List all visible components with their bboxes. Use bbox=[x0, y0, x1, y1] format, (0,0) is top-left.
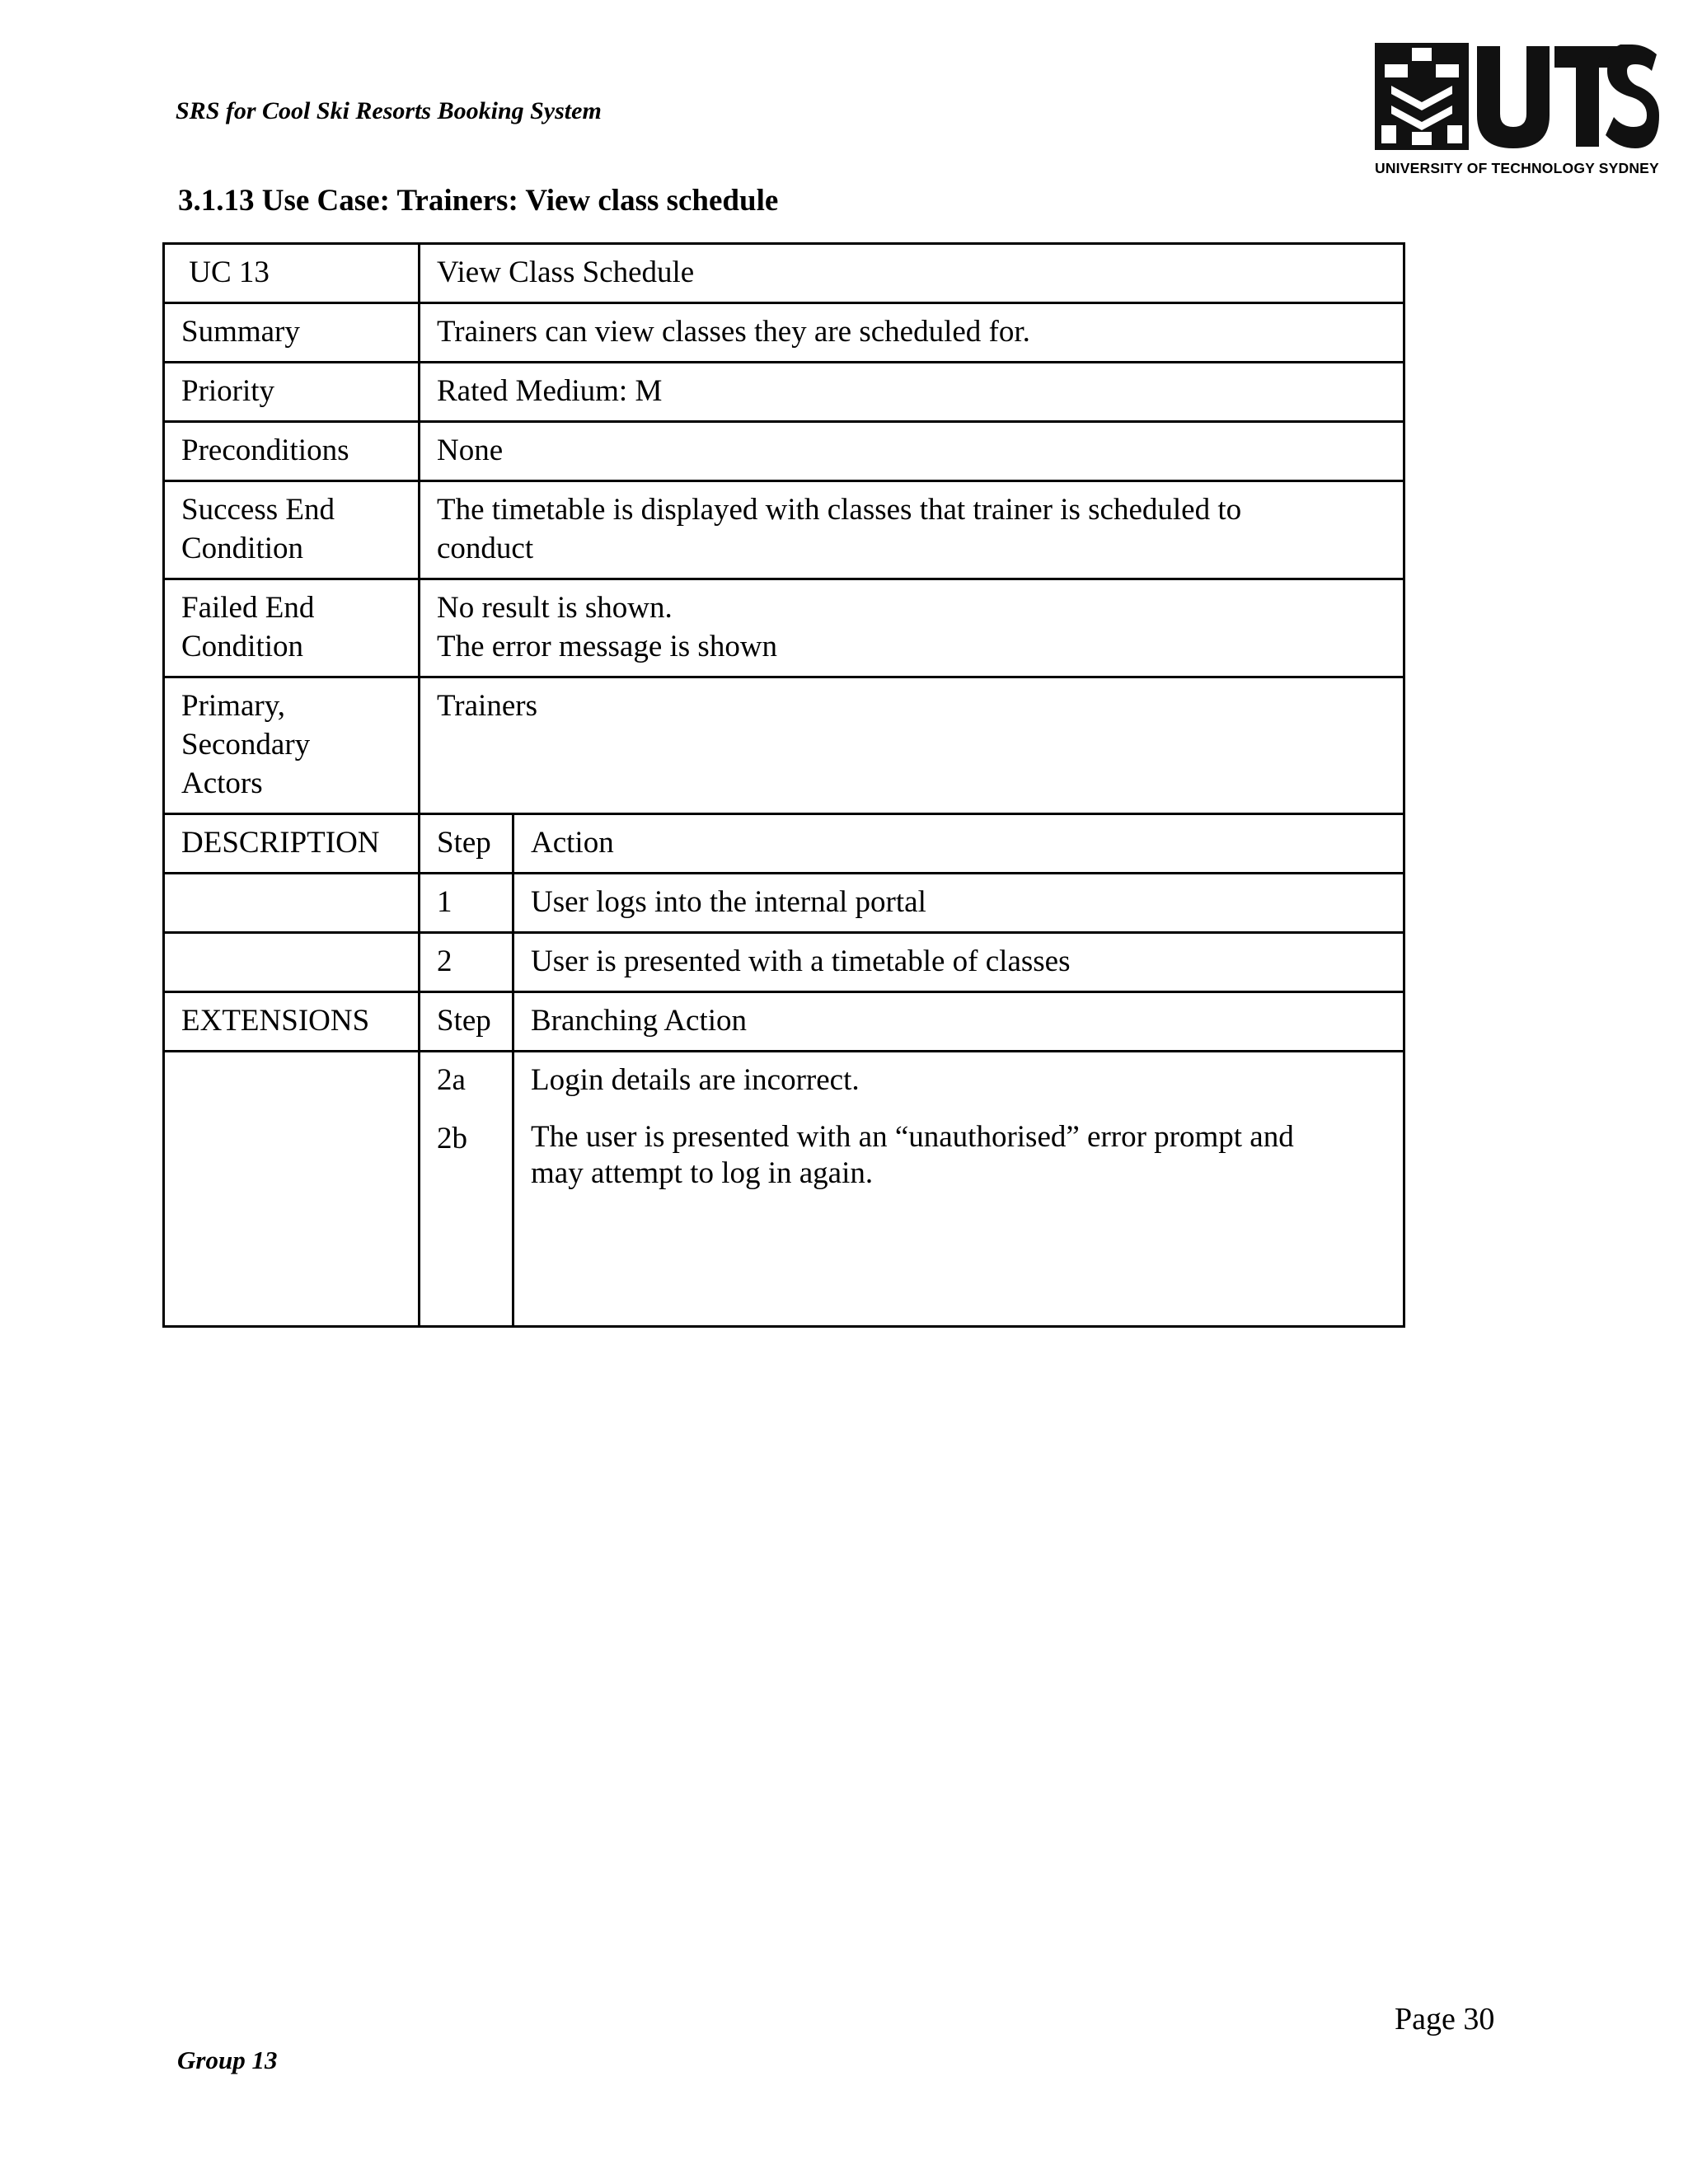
branching-action-header: Branching Action bbox=[513, 992, 1404, 1052]
extension-action: The user is presented with an “unauthorised” error prompt and may attempt to log in again. bbox=[531, 1120, 1294, 1190]
table-row bbox=[164, 677, 1404, 814]
row-value: None bbox=[420, 422, 1404, 481]
table-row bbox=[164, 579, 1404, 677]
uts-logo bbox=[1375, 43, 1662, 183]
uts-logo-caption: UNIVERSITY OF TECHNOLOGY SYDNEY bbox=[1375, 160, 1659, 176]
uts-logo-icon bbox=[1375, 43, 1659, 150]
table-row bbox=[164, 303, 1404, 363]
row-label: Failed End Condition bbox=[164, 579, 420, 677]
footer-group: Group 13 bbox=[177, 2046, 278, 2074]
action-header: Action bbox=[513, 814, 1404, 874]
row-value: Rated Medium: M bbox=[420, 363, 1404, 422]
description-header-row bbox=[164, 814, 1404, 874]
empty-cell bbox=[164, 874, 420, 933]
use-case-table bbox=[162, 242, 1405, 1328]
row-value: Trainers bbox=[420, 677, 1404, 814]
row-value: No result is shown. The error message is shown bbox=[420, 579, 1404, 677]
description-label: DESCRIPTION bbox=[164, 814, 420, 874]
row-label: Primary, Secondary Actors bbox=[164, 677, 420, 814]
step-action: User logs into the internal portal bbox=[513, 874, 1404, 933]
table-row bbox=[164, 422, 1404, 481]
step-header: Step bbox=[420, 814, 513, 874]
extensions-header-row bbox=[164, 992, 1404, 1052]
page-number: Page 30 bbox=[1395, 2002, 1495, 2036]
row-value: The timetable is displayed with classes that trainer is scheduled to conduct bbox=[420, 481, 1404, 579]
extension-step: 2b bbox=[437, 1122, 467, 1155]
row-label: Success End Condition bbox=[164, 481, 420, 579]
table-row bbox=[164, 481, 1404, 579]
section-title: 3.1.13 Use Case: Trainers: View class schedule bbox=[178, 184, 779, 218]
table-row bbox=[164, 933, 1404, 992]
extension-step: 2a bbox=[437, 1063, 466, 1097]
step-number: 1 bbox=[420, 874, 513, 933]
document-header-title: SRS for Cool Ski Resorts Booking System bbox=[176, 97, 602, 124]
extension-actions-cell bbox=[513, 1052, 1404, 1327]
table-row bbox=[164, 874, 1404, 933]
empty-cell bbox=[164, 933, 420, 992]
table-row bbox=[164, 363, 1404, 422]
row-label: Summary bbox=[164, 303, 420, 363]
extension-action: Login details are incorrect. bbox=[531, 1063, 860, 1097]
table-row bbox=[164, 244, 1404, 303]
empty-cell bbox=[164, 1052, 420, 1327]
step-action: User is presented with a timetable of classes bbox=[513, 933, 1404, 992]
step-number: 2 bbox=[420, 933, 513, 992]
extensions-label: EXTENSIONS bbox=[164, 992, 420, 1052]
row-label: Priority bbox=[164, 363, 420, 422]
step-header: Step bbox=[420, 992, 513, 1052]
row-label: Preconditions bbox=[164, 422, 420, 481]
extension-steps-cell bbox=[420, 1052, 513, 1327]
uc-name-cell: View Class Schedule bbox=[420, 244, 1404, 303]
table-row bbox=[164, 1052, 1404, 1327]
row-value: Trainers can view classes they are scheduled for. bbox=[420, 303, 1404, 363]
uc-id-cell: UC 13 bbox=[164, 244, 420, 303]
